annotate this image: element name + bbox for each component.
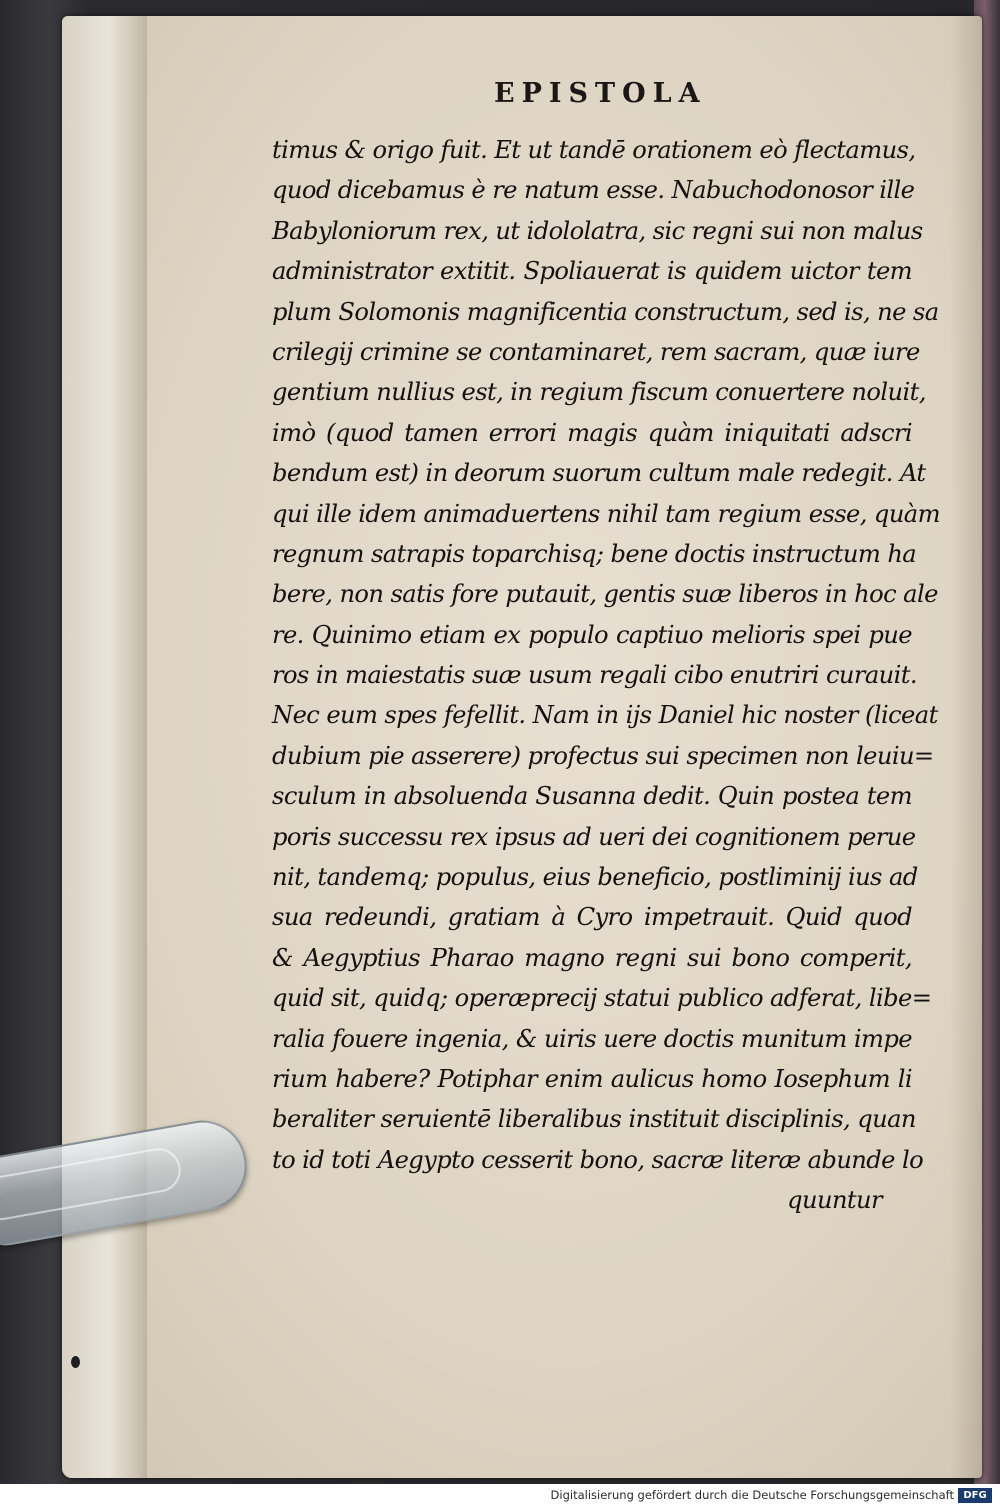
text-line: sua redeundi, gratiam à Cyro impetrauit. Quid quod bbox=[272, 903, 912, 932]
page-edge bbox=[950, 16, 982, 1478]
text-line: imò (quod tamen errori magis quàm iniquitati adscri bbox=[272, 418, 912, 447]
text-line: quid sit, quidq; operæprecij statui publico adferat, libe= bbox=[272, 984, 932, 1013]
text-line: sculum in absoluenda Susanna dedit. Quin postea tem bbox=[272, 782, 912, 811]
text-line: Babyloniorum rex, ut idololatra, sic regni sui non malus bbox=[272, 216, 923, 245]
text-line: Nec eum spes fefellit. Nam in ijs Daniel hic noster (liceat bbox=[272, 701, 938, 730]
text-line: nit, tandemq; populus, eius beneficio, postliminij ius ad bbox=[272, 863, 918, 892]
text-line: rium habere? Potiphar enim aulicus homo Iosephum li bbox=[272, 1064, 912, 1093]
text-line: ralia fouere ingenia, & uiris uere doctis munitum impe bbox=[272, 1024, 912, 1053]
text-line: bere, non satis fore putauit, gentis suæ liberos in hoc ale bbox=[272, 580, 938, 609]
text-line: qui ille idem animaduertens nihil tam regium esse, quàm bbox=[272, 499, 940, 528]
footer-credit: Digitalisierung gefördert durch die Deutsche Forschungsgemeinschaft bbox=[550, 1488, 954, 1502]
binding-hole bbox=[71, 1356, 80, 1368]
text-line: crilegij crimine se contaminaret, rem sacram, quæ iure bbox=[272, 337, 920, 366]
catchword: quuntur bbox=[787, 1186, 882, 1215]
text-line: ros in maiestatis suæ usum regali cibo enutriri curauit. bbox=[272, 661, 918, 690]
text-line: dubium pie asserere) profectus sui specimen non leuiu= bbox=[272, 741, 934, 770]
text-line: re. Quinimo etiam ex populo captiuo melioris spei pue bbox=[272, 620, 912, 649]
text-line: gentium nullius est, in regium fiscum conuertere noluit, bbox=[272, 378, 926, 407]
text-line: poris successu rex ipsus ad ueri dei cognitionem perue bbox=[272, 822, 916, 851]
body-text bbox=[272, 130, 940, 1221]
clip-highlight bbox=[0, 1145, 184, 1224]
text-line: regnum satrapis toparchisq; bene doctis instructum ha bbox=[272, 539, 917, 568]
text-line: plum Solomonis magnificentia constructum, sed is, ne sa bbox=[272, 297, 939, 326]
text-line: beraliter seruientē liberalibus instituit disciplinis, quan bbox=[272, 1105, 916, 1134]
text-line: administrator extitit. Spoliauerat is quidem uictor tem bbox=[272, 257, 912, 286]
dfg-logo: DFG bbox=[958, 1488, 992, 1503]
text-line: & Aegyptius Pharao magno regni sui bono comperit, bbox=[272, 943, 912, 972]
running-head: EPISTOLA bbox=[494, 78, 707, 109]
text-line: quod dicebamus è re natum esse. Nabuchodonosor ille bbox=[272, 176, 915, 205]
page-gutter bbox=[62, 16, 147, 1478]
text-line: to id toti Aegypto cesserit bono, sacræ literæ abunde lo bbox=[272, 1145, 924, 1174]
text-line: timus & origo fuit. Et ut tandē orationem eò flectamus, bbox=[272, 136, 916, 164]
text-line: bendum est) in deorum suorum cultum male redegit. At bbox=[272, 459, 926, 488]
